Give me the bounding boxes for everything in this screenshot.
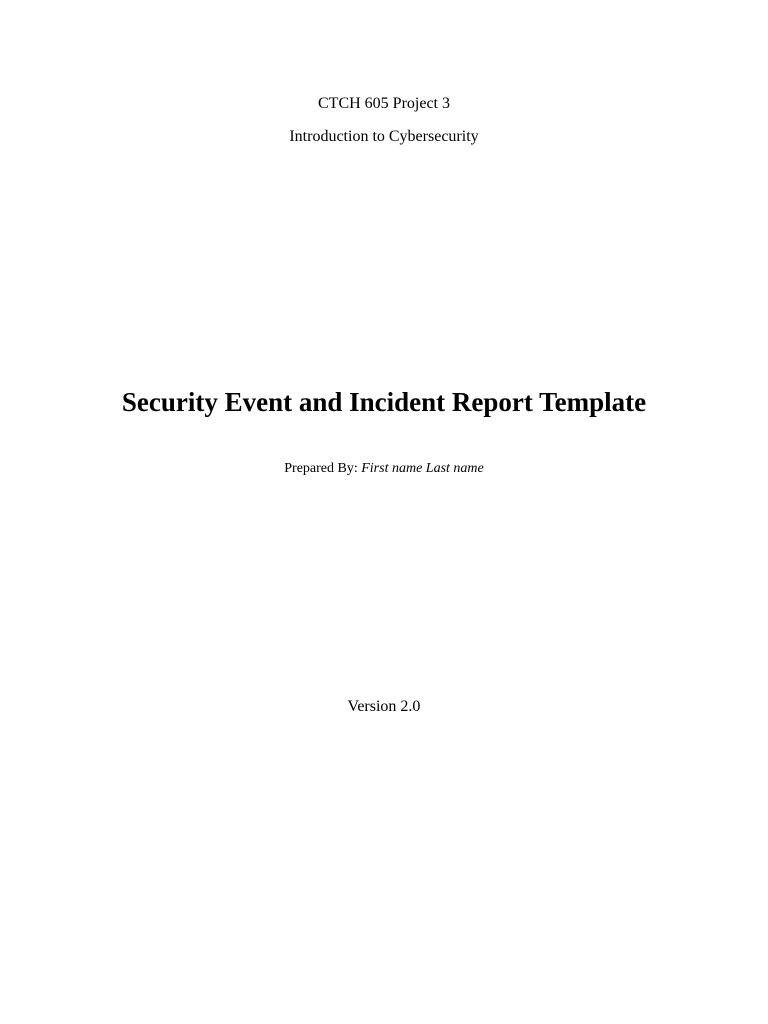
course-code: CTCH 605 Project 3	[318, 95, 450, 112]
version-label: Version 2.0	[347, 698, 421, 715]
author-name: First name Last name	[361, 461, 484, 476]
prepared-by-label: Prepared By:	[284, 461, 362, 476]
course-name: Introduction to Cybersecurity	[289, 128, 479, 145]
document-title: Security Event and Incident Report Template	[121, 387, 647, 417]
prepared-by-line	[0, 462, 768, 476]
